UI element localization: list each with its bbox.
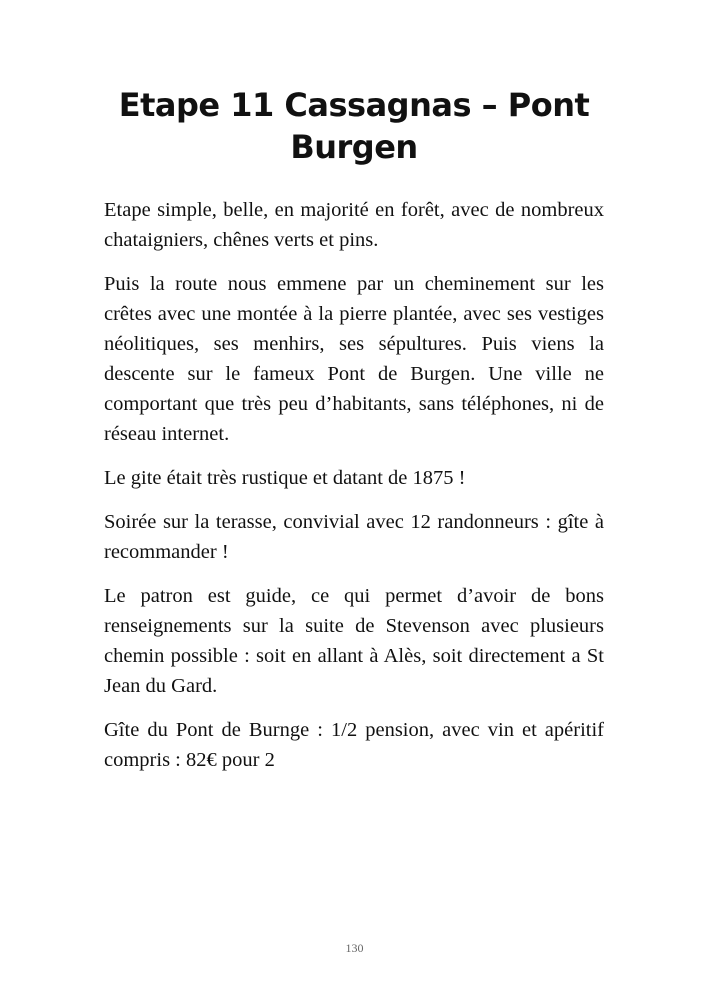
paragraph-evening: Soirée sur la terasse, convivial avec 12 randonneurs : gîte à recommander ! [104,511,604,563]
paragraph-guide: Le patron est guide, ce qui permet d’avoir de bons renseignements sur la suite de Stevenson avec plusieurs chemin possible : soit en allant à Alès, soit directement a St Jean du Gard. [104,585,604,697]
paragraph-price: Gîte du Pont de Burnge : 1/2 pension, avec vin et apéritif compris : 82€ pour 2 [104,719,604,771]
paragraph-forest: Etape simple, belle, en majorité en forêt, avec de nombreux chataigniers, chênes verts et pins. [104,199,604,251]
page-title: Etape 11 Cassagnas – Pont Burgen [118,86,590,166]
body-text [104,195,604,789]
page-number: 130 [345,941,364,955]
paragraph-route: Puis la route nous emmene par un cheminement sur les crêtes avec une montée à la pierre plantée, avec ses vestiges néolitiques, ses menhirs, ses sépultures. Puis viens la descente sur le fameux Pont de Burgen. Une ville ne comportant que très peu d’habitants, sans téléphones, ni de réseau internet. [104,273,604,445]
paragraph-gite-age: Le gite était très rustique et datant de 1875 ! [104,467,466,489]
